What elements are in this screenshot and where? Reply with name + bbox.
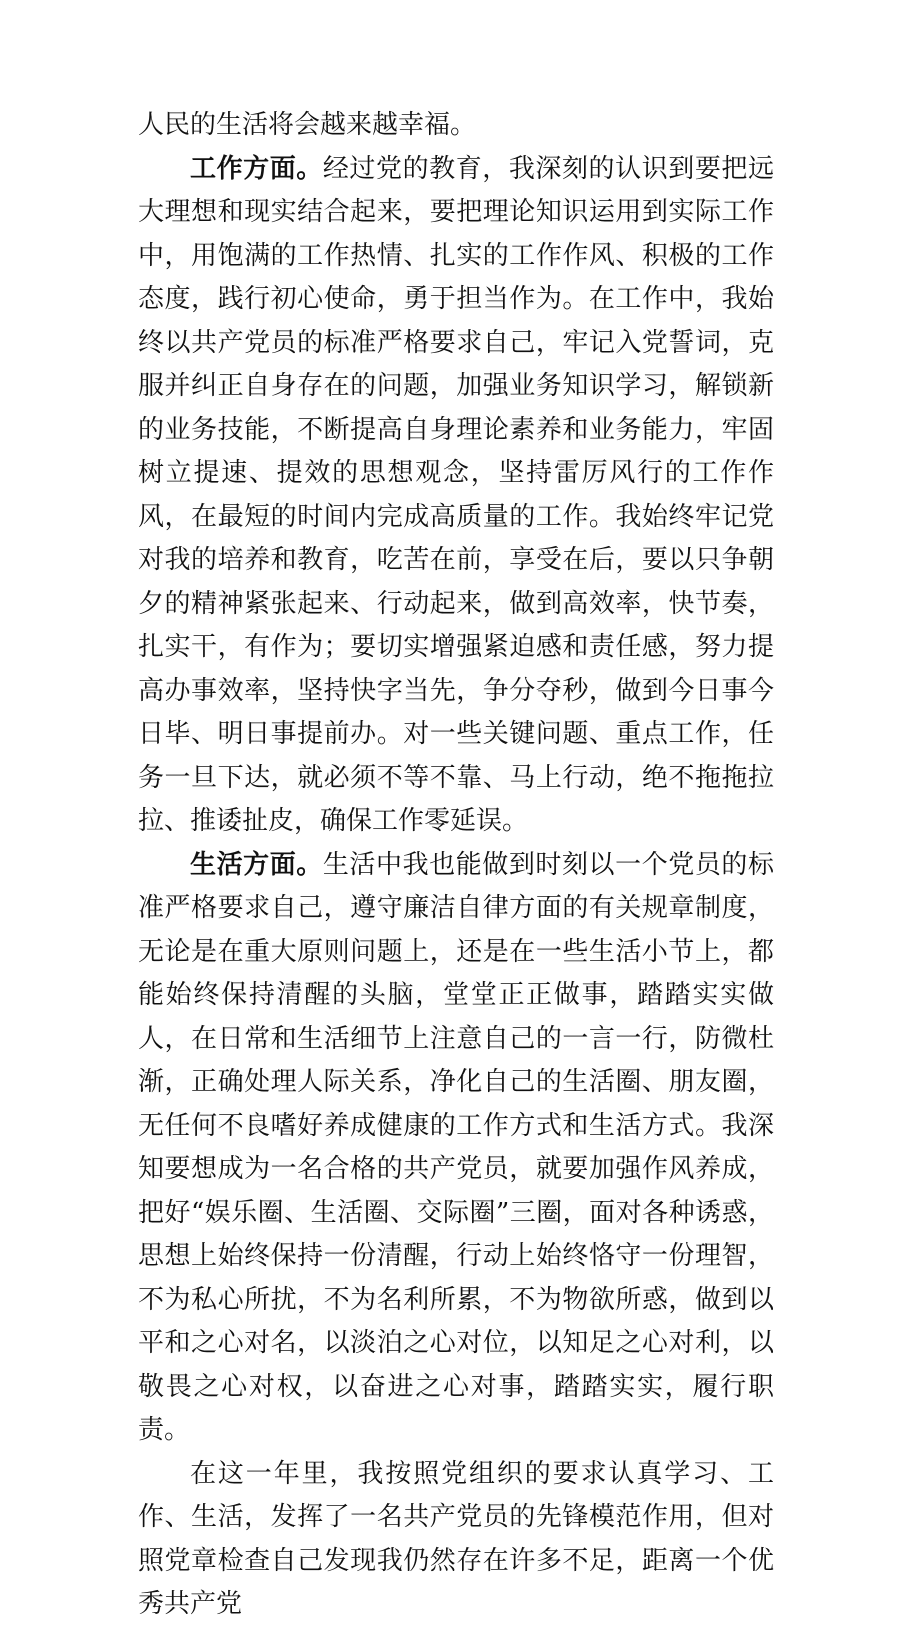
paragraph-summary [138, 1453, 774, 1627]
paragraph-text: 在这一年里，我按照党组织的要求认真学习、工作、生活，发挥了一名共产党员的先锋模范作用，但对照党章检查自己发现我仍然存在许多不足，距离一个优秀共产党 [138, 1458, 774, 1619]
document-page [138, 104, 774, 1627]
paragraph-text: 经过党的教育，我深刻的认识到要把远大理想和现实结合起来，要把理论知识运用到实际工作中，用饱满的工作热情、扎实的工作作风、积极的工作态度，践行初心使命，勇于担当作为。在工作中，我始终以共产党员的标准严格要求自己，牢记入党誓词，克服并纠正自身存在的问题，加强业务知识学习，解锁新的业务技能，不断提高自身理论素养和业务能力，牢固树立提速、提效的思想观念，坚持雷厉风行的工作作风，在最短的时间内完成高质量的工作。我始终牢记党对我的培养和教育，吃苦在前，享受在后，要以只争朝夕的精神紧张起来、行动起来，做到高效率，快节奏，扎实干，有作为；要切实增强紧迫感和责任感，努力提高办事效率，坚持快字当先，争分夺秒，做到今日事今日毕、明日事提前办。对一些关键问题、重点工作，任务一旦下达，就必须不等不靠、马上行动，绝不拖拖拉拉、推诿扯皮，确保工作零延误。 [138, 153, 774, 836]
section-heading-work: 工作方面。 [190, 153, 323, 184]
section-heading-life: 生活方面。 [190, 849, 323, 880]
paragraph-text: 人民的生活将会越来越幸福。 [138, 110, 477, 140]
paragraph-continuation [138, 104, 774, 148]
paragraph-life [138, 844, 774, 1453]
paragraph-work [138, 148, 774, 844]
paragraph-text: 生活中我也能做到时刻以一个党员的标准严格要求自己，遵守廉洁自律方面的有关规章制度，无论是在重大原则问题上，还是在一些生活小节上，都能始终保持清醒的头脑，堂堂正正做事，踏踏实实做人，在日常和生活细节上注意自己的一言一行，防微杜渐，正确处理人际关系，净化自己的生活圈、朋友圈，无任何不良嗜好养成健康的工作方式和生活方式。我深知要想成为一名合格的共产党员，就要加强作风养成，把好“娱乐圈、生活圈、交际圈”三圈，面对各种诱惑，思想上始终保持一份清醒，行动上始终恪守一份理智，不为私心所扰，不为名利所累，不为物欲所惑，做到以平和之心对名，以淡泊之心对位，以知足之心对利，以敬畏之心对权，以奋进之心对事，踏踏实实，履行职责。 [138, 849, 774, 1445]
